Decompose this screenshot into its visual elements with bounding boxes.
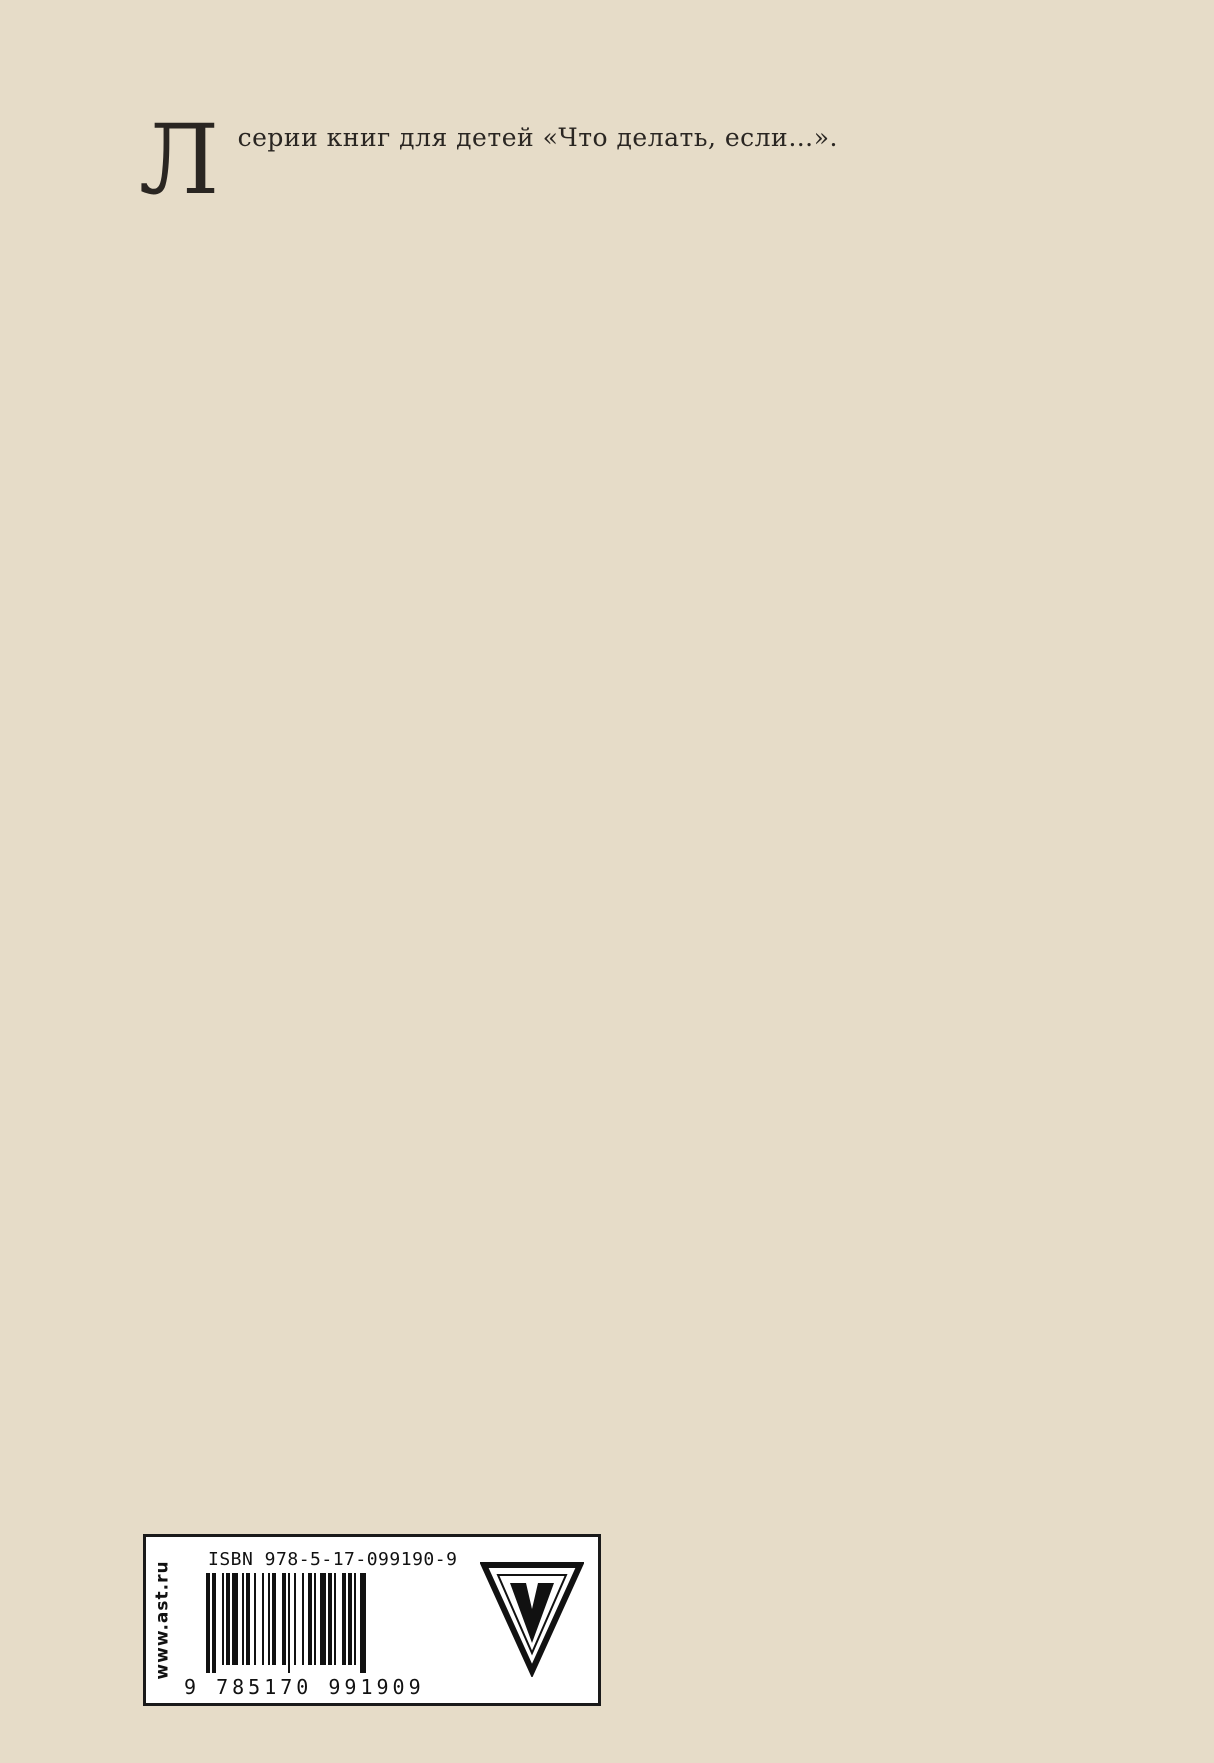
- barcode-bar: [302, 1573, 304, 1665]
- barcode-bar: [226, 1573, 230, 1665]
- barcode-bar: [254, 1573, 256, 1665]
- barcode-bar: [294, 1573, 296, 1665]
- text-line: серии книг для детей «Что делать, если…».: [237, 123, 838, 152]
- barcode-bar: [272, 1573, 276, 1665]
- barcode-panel: [143, 1534, 601, 1706]
- barcode-bar: [232, 1573, 238, 1665]
- barcode-bar: [206, 1573, 210, 1673]
- barcode-bar: [242, 1573, 244, 1665]
- barcode-bar: [354, 1573, 356, 1665]
- website-text: www.ast.ru: [153, 1560, 173, 1680]
- barcode-bar: [320, 1573, 326, 1665]
- ean-barcode: [204, 1573, 454, 1673]
- barcode-bar: [348, 1573, 352, 1665]
- barcode-bar: [268, 1573, 270, 1665]
- drop-cap: Л: [139, 104, 220, 216]
- author-paragraph: [139, 104, 913, 358]
- publisher-logo-icon: [480, 1559, 584, 1677]
- isbn-label: ISBN 978-5-17-099190-9: [208, 1549, 458, 1570]
- barcode-bar: [282, 1573, 286, 1665]
- barcode-bar: [334, 1573, 336, 1665]
- barcode-bar: [262, 1573, 264, 1665]
- barcode-bar: [308, 1573, 312, 1665]
- barcode-bar: [246, 1573, 250, 1665]
- barcode-bar: [222, 1573, 224, 1665]
- barcode-bar: [288, 1573, 290, 1673]
- publisher-website: [146, 1537, 180, 1703]
- barcode-bar: [328, 1573, 332, 1665]
- barcode-bar: [342, 1573, 346, 1665]
- barcode-bar: [212, 1573, 216, 1673]
- annotation-text: [139, 104, 913, 442]
- ean-digits: 9 785170 991909: [184, 1675, 425, 1699]
- barcode-bar: [360, 1573, 366, 1673]
- barcode-bar: [314, 1573, 316, 1665]
